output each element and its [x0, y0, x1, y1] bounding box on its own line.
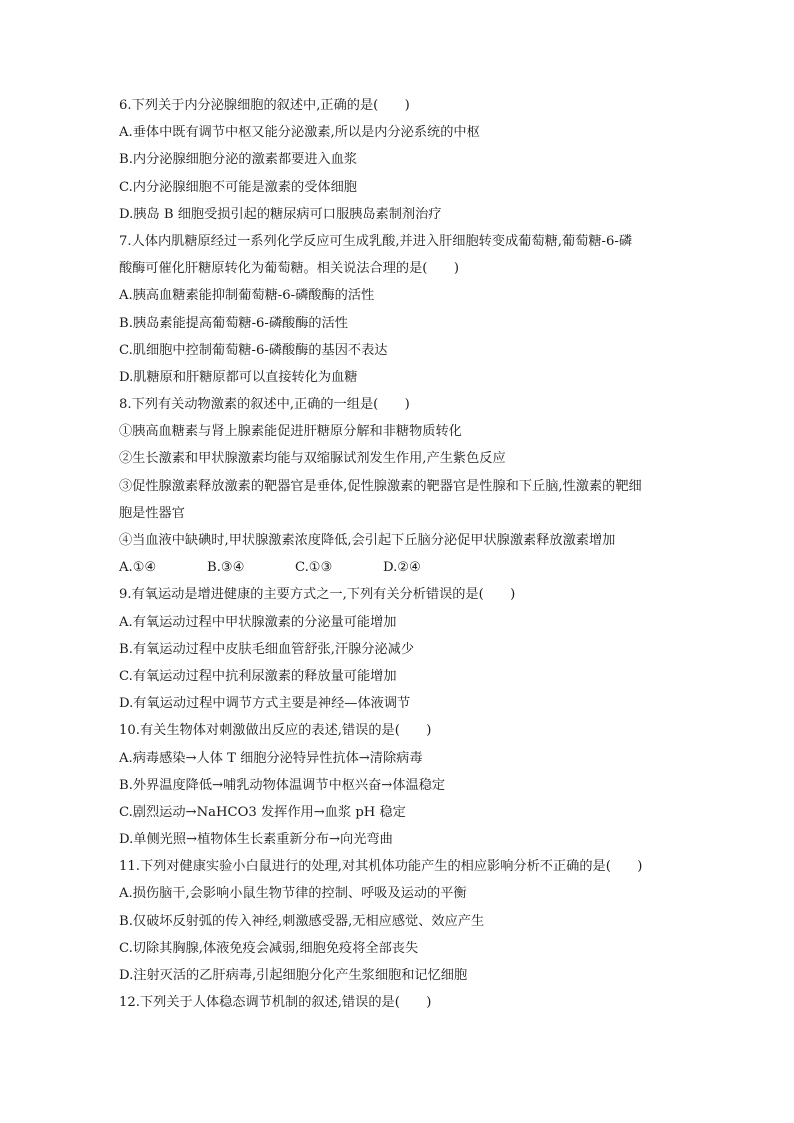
question-6-option-d: D.胰岛 B 细胞受损引起的糖尿病可口服胰岛素制剂治疗 — [119, 206, 442, 222]
question-6-option-b: B.内分泌腺细胞分泌的激素都要进入血浆 — [119, 152, 358, 168]
question-7-option-a: A.胰高血糖素能抑制葡萄糖-6-磷酸酶的活性 — [119, 288, 375, 304]
question-10-option-b: B.外界温度降低→哺乳动物体温调节中枢兴奋→体温稳定 — [119, 777, 446, 793]
question-list — [119, 92, 689, 1016]
question-6-option-a: A.垂体中既有调节中枢又能分泌激素,所以是内分泌系统的中枢 — [119, 125, 480, 141]
question-6-option-c: C.内分泌腺细胞不可能是激素的受体细胞 — [119, 179, 357, 195]
question-9-option-c: C.有氧运动过程中抗利尿激素的释放量可能增加 — [119, 668, 397, 684]
question-7-stem-line-1: 7.人体内肌糖原经过一系列化学反应可生成乳酸,并进入肝细胞转变成葡萄糖,葡萄糖-6-磷 — [119, 233, 633, 249]
question-7-stem-line-2: 酸酶可催化肝糖原转化为葡萄糖。相关说法合理的是( ) — [119, 261, 459, 277]
question-10-option-d: D.单侧光照→植物体生长素重新分布→向光弯曲 — [119, 832, 393, 848]
question-10-option-c: C.剧烈运动→NaHCO3 发挥作用→血浆 pH 稳定 — [119, 804, 406, 820]
question-8-statement-2: ②生长激素和甲状腺激素均能与双缩脲试剂发生作用,产生紫色反应 — [119, 451, 506, 467]
question-7-option-c: C.肌细胞中控制葡萄糖-6-磷酸酶的基因不表达 — [119, 342, 388, 358]
question-10-option-a: A.病毒感染→人体 T 细胞分泌特异性抗体→清除病毒 — [119, 750, 423, 766]
question-8-option-b: B.③④ — [207, 560, 245, 576]
question-11-stem: 11.下列对健康实验小白鼠进行的处理,对其机体功能产生的相应影响分析不正确的是( ) — [119, 859, 643, 875]
question-7-option-d: D.肌糖原和肝糖原都可以直接转化为血糖 — [119, 369, 358, 385]
question-9-option-d: D.有氧运动过程中调节方式主要是神经—体液调节 — [119, 696, 411, 712]
question-8-stem: 8.下列有关动物激素的叙述中,正确的一组是( ) — [119, 397, 410, 413]
question-9-stem: 9.有氧运动是增进健康的主要方式之一,下列有关分析错误的是( ) — [119, 587, 516, 603]
question-9-option-a: A.有氧运动过程中甲状腺激素的分泌量可能增加 — [119, 614, 397, 630]
question-11-option-c: C.切除其胸腺,体液免疫会减弱,细胞免疫将全部丧失 — [119, 940, 419, 956]
question-11-option-b: B.仅破坏反射弧的传入神经,刺激感受器,无相应感觉、效应产生 — [119, 913, 485, 929]
question-8-option-a: A.①④ — [119, 560, 157, 576]
question-8-option-c: C.①③ — [295, 560, 333, 576]
question-10-stem: 10.有关生物体对刺激做出反应的表述,错误的是( ) — [119, 723, 432, 739]
question-9-option-b: B.有氧运动过程中皮肤毛细血管舒张,汗腺分泌减少 — [119, 641, 415, 657]
question-6-stem: 6.下列关于内分泌腺细胞的叙述中,正确的是( ) — [119, 98, 410, 113]
question-8-options — [119, 554, 689, 581]
question-8-option-d: D.②④ — [383, 560, 421, 576]
question-11-option-d: D.注射灭活的乙肝病毒,引起细胞分化产生浆细胞和记忆细胞 — [119, 968, 468, 983]
question-8-statement-3-line-2: 胞是性器官 — [119, 505, 185, 521]
question-8-statement-4: ④当血液中缺碘时,甲状腺激素浓度降低,会引起下丘脑分泌促甲状腺激素释放激素增加 — [119, 533, 616, 548]
question-8-statement-3-line-1: ③促性腺激素释放激素的靶器官是垂体,促性腺激素的靶器官是性腺和下丘脑,性激素的靶细 — [119, 478, 642, 494]
question-12-stem: 12.下列关于人体稳态调节机制的叙述,错误的是( ) — [119, 995, 432, 1011]
question-8-statement-1: ①胰高血糖素与肾上腺素能促进肝糖原分解和非糖物质转化 — [119, 424, 462, 440]
question-7-option-b: B.胰岛素能提高葡萄糖-6-磷酸酶的活性 — [119, 315, 348, 331]
question-11-option-a: A.损伤脑干,会影响小鼠生物节律的控制、呼吸及运动的平衡 — [119, 886, 467, 902]
